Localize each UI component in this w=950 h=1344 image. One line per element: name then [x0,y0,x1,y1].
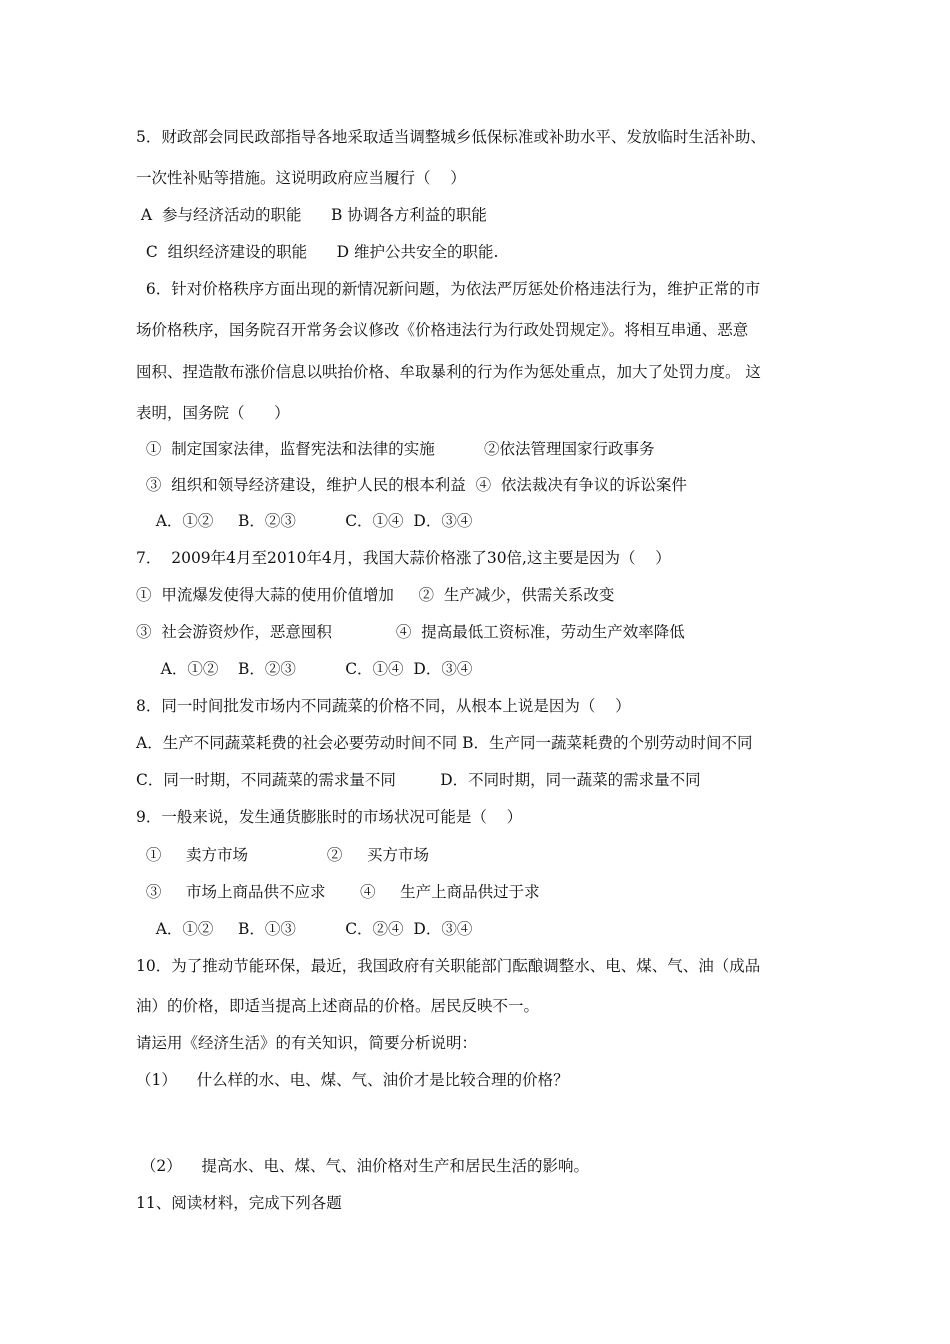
q8-options-ab: A．生产不同蔬菜耗费的社会必要劳动时间不同 B．生产同一蔬菜耗费的个别劳动时间不同 [136,734,753,752]
q7-statements-34: ③ 社会游资炒作，恶意囤积 ④ 提高最低工资标准，劳动生产效率降低 [136,623,685,641]
q10-instruction: 请运用《经济生活》的有关知识，简要分析说明： [136,1034,478,1052]
q8-options-cd: C．同一时期，不同蔬菜的需求量不同 D．不同时期，同一蔬菜的需求量不同 [136,771,701,789]
q5-stem-line-2: 一次性补贴等措施。这说明政府应当履行（ ） [136,169,466,187]
q10-subquestion-1: （1） 什么样的水、电、煤、气、油价才是比较合理的价格？ [136,1071,569,1089]
q9-answer-options: A．①② B．①③ C．②④ D．③④ [136,920,473,938]
q6-stem-line-1: 6．针对价格秩序方面出现的新情况新问题，为依法严厉惩处价格违法行为，维护正常的市 [136,280,761,298]
q9-statements-34: ③ 市场上商品供不应求 ④ 生产上商品供过于求 [136,883,540,901]
q8-stem: 8．同一时间批发市场内不同蔬菜的价格不同，从根本上说是因为（ ） [136,697,631,715]
q5-options-ab: A 参与经济活动的职能 B 协调各方利益的职能 [136,206,487,224]
q10-stem-line-1: 10．为了推动节能环保，最近，我国政府有关职能部门酝酿调整水、电、煤、气、油（成品 [136,957,761,975]
q7-statements-12: ① 甲流爆发使得大蒜的使用价值增加 ② 生产减少，供需关系改变 [136,586,615,604]
q11-heading: 11、阅读材料，完成下列各题 [136,1194,342,1212]
q6-stem-line-3: 囤积、捏造散布涨价信息以哄抬价格、牟取暴利的行为作为惩处重点，加大了处罚力度。 这 [136,363,761,381]
q6-statements-34: ③ 组织和领导经济建设，维护人民的根本利益 ④ 依法裁决有争议的诉讼案件 [136,476,687,494]
q10-stem-line-2: 油）的价格，即适当提高上述商品的价格。居民反映不一。 [136,997,540,1015]
q9-stem: 9．一般来说，发生通货膨胀时的市场状况可能是（ ） [136,808,523,826]
q10-subquestion-2: （2） 提高水、电、煤、气、油价格对生产和居民生活的影响。 [136,1157,589,1175]
q6-answer-options: A．①② B．②③ C．①④ D．③④ [136,512,473,530]
q5-stem-line-1: 5．财政部会同民政部指导各地采取适当调整城乡低保标准或补助水平、发放临时生活补助、 [136,128,766,146]
q6-stem-line-4: 表明，国务院（ ） [136,404,290,422]
q9-statements-12: ① 卖方市场 ② 买方市场 [136,846,429,864]
q7-stem: 7． 2009年4月至2010年4月，我国大蒜价格涨了30倍,这主要是因为（ ） [136,549,671,567]
q7-answer-options: A．①② B．②③ C．①④ D．③④ [136,660,473,678]
q5-options-cd: C 组织经济建设的职能 D 维护公共安全的职能. [136,243,499,261]
q6-stem-line-2: 场价格秩序，国务院召开常务会议修改《价格违法行为行政处罚规定》。将相互串通、恶意 [136,321,749,339]
q6-statements-12: ① 制定国家法律，监督宪法和法律的实施 ②依法管理国家行政事务 [136,440,655,458]
